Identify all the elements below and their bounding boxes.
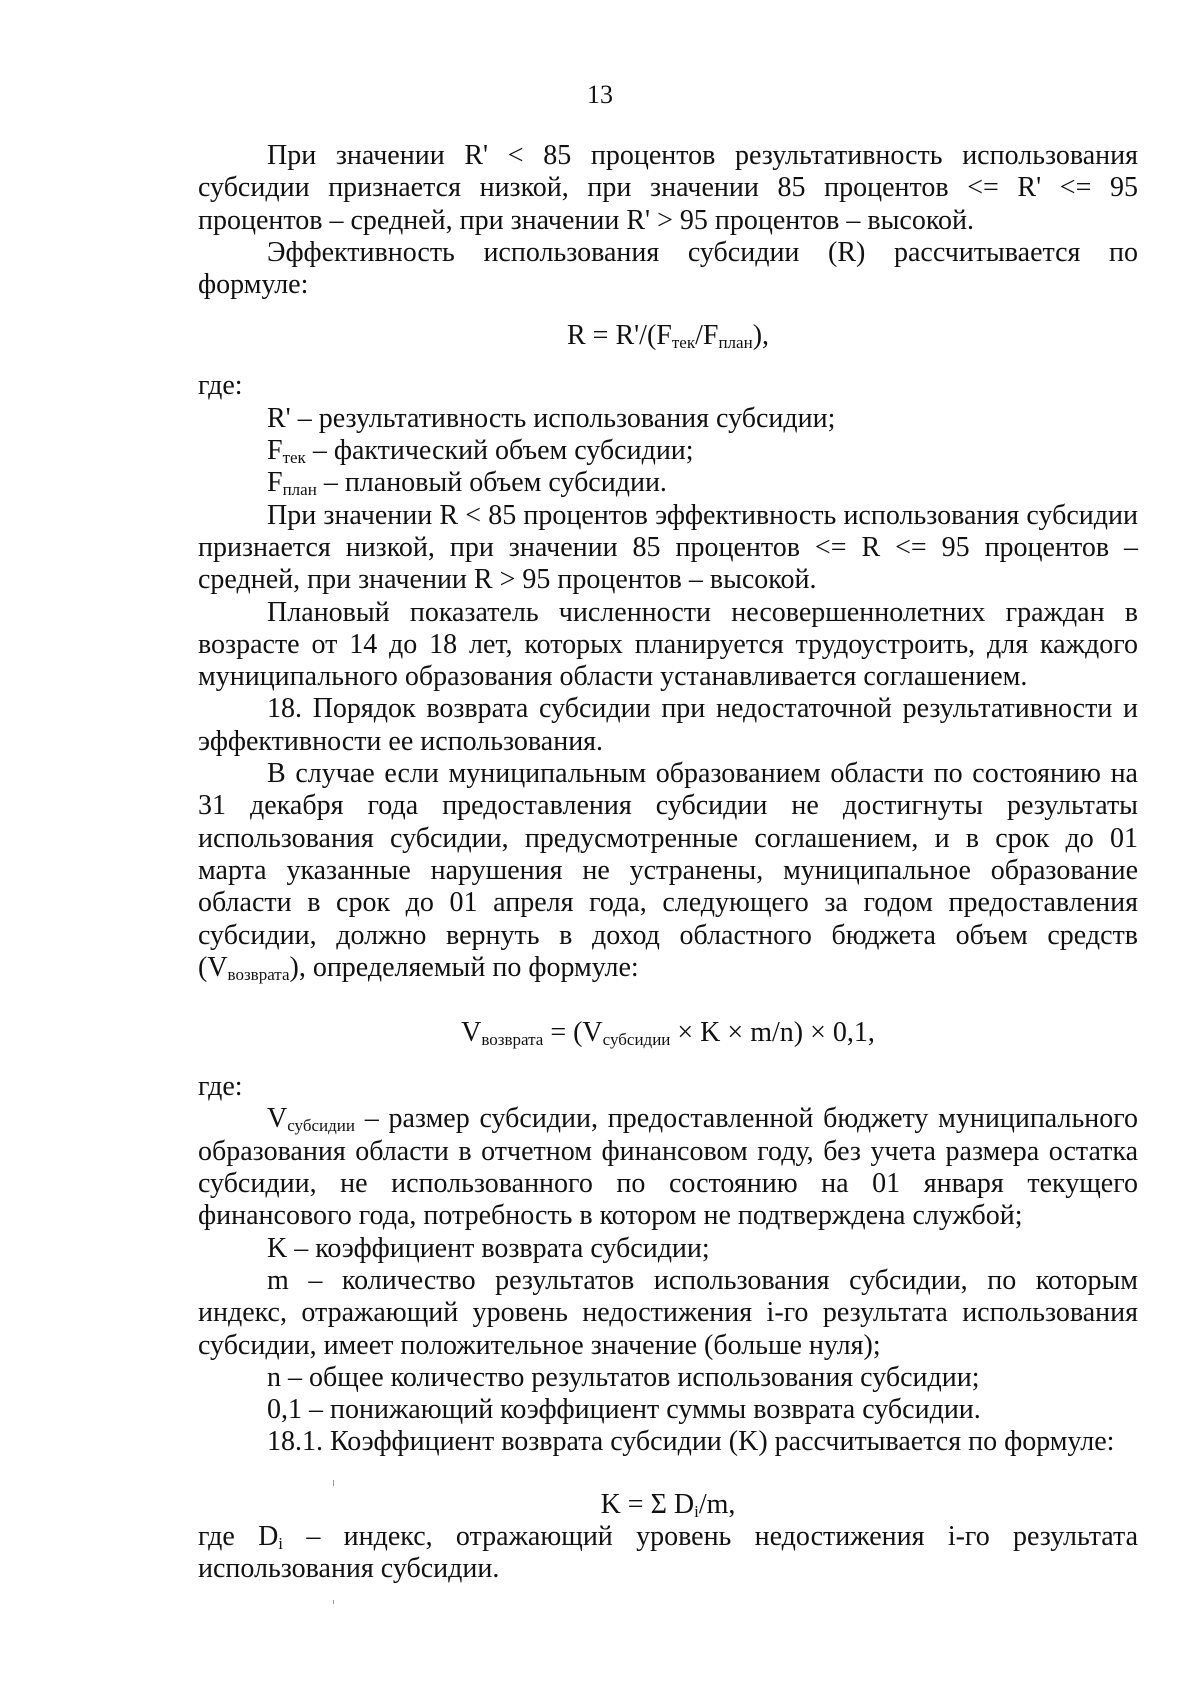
page-number: 13 [587, 80, 613, 109]
paragraph-return-conditions: В случае если муниципальным образованием области по состоянию на 31 декабря года предоставления субсидии не достигнуты результаты использования субсидии, предусмотренные соглашением, и в срок до 01 марта указанные нарушения не устранены, муниципальное образование области в срок до 01 апреля года, следующего за годом предоставления субсидии, должно вернуть в доход областного бюджета объем средств $(V_{возврата})$, определяемый по формуле: [198, 758, 1138, 984]
paragraph-planned-indicator: Плановый показатель численности несовершеннолетних граждан в возрасте от 14 до 18 лет, которых планируется трудоустроить, для каждого муниципального образования области устанавливается соглашением. [198, 596, 1138, 693]
definition-f-tek: $F_{тек}$ – фактический объем субсидии; [267, 435, 694, 468]
definition-f-plan: $F_{план}$ – плановый объем субсидии. [267, 467, 667, 500]
document-body [198, 140, 1138, 1585]
scan-speck [333, 1480, 334, 1486]
definition-m: m – количество результатов использования субсидии, по которым индекс, отражающий уровень недостижения i-го результата использования субсидии, имеет положительное значение (больше нуля); [198, 1264, 1138, 1361]
definition-r-prime: R' – результативность использования субсидии; [267, 402, 836, 434]
formula-return-coefficient: K = Σ $D_i/m$, [600, 1488, 736, 1521]
paragraph-result-thresholds: При значении R' < 85 процентов результативность использования субсидии признается низкой, при значении 85 процентов <= R' <= 95 процентов – средней, при значении R' > 95 процентов – высокой. [198, 140, 1138, 236]
where-label-2: где: [198, 1071, 243, 1103]
paragraph-efficiency-thresholds: При значении R < 85 процентов эффективность использования субсидии признается низкой, при значении 85 процентов <= R <= 95 процентов – средней, при значении R > 95 процентов – высокой. [198, 499, 1138, 596]
formula-return-volume: $V_{возврата} = (V_{субсидии} \times K \times m/n) \times 0,1$, [461, 1017, 875, 1050]
definition-v-subsidy: $V_{субсидии}$ – размер субсидии, предоставленной бюджету муниципального образования области в отчетном финансовом году, без учета размера остатка субсидии, не использованного по состоянию на 01 января текущего финансового года, потребность в котором не подтверждена службой; [198, 1103, 1138, 1232]
section-18-heading: 18. Порядок возврата субсидии при недостаточной результативности и эффективности ее использования. [198, 693, 1138, 757]
scan-speck [333, 1600, 334, 1604]
formula-efficiency: $R = R'/(F_{тек}/F_{план})$, [566, 320, 770, 353]
definition-n: n – общее количество результатов использования субсидии; [267, 1361, 980, 1393]
definition-reduction-coefficient: 0,1 – понижающий коэффициент суммы возврата субсидии. [267, 1394, 981, 1426]
definition-d-i: где $D_i$ – индекс, отражающий уровень недостижения i-го результата использования субсидии. [198, 1520, 1139, 1584]
paragraph-18-1: 18.1. Коэффициент возврата субсидии (K) рассчитывается по формуле: [267, 1426, 1115, 1458]
where-label: где: [198, 370, 243, 402]
definition-k: K – коэффициент возврата субсидии; [267, 1232, 710, 1264]
paragraph-efficiency-intro: Эффективность использования субсидии (R) рассчитывается по формуле: [198, 236, 1138, 301]
